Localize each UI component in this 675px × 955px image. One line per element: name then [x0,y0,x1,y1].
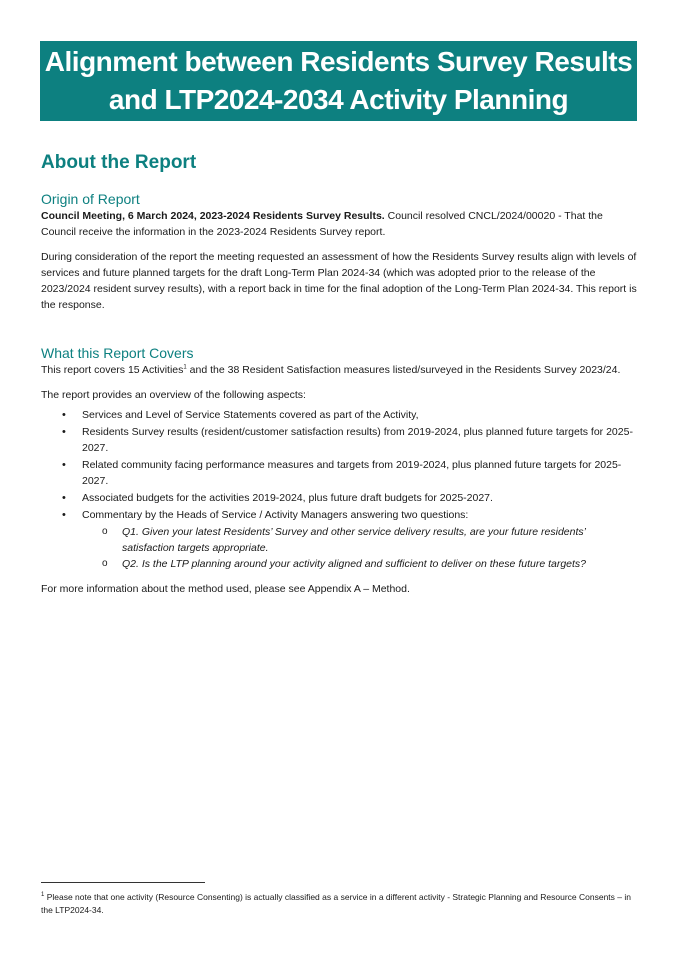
footnote-divider [41,882,205,883]
list-item: • Associated budgets for the activities 2019-2024, plus future draft budgets for 2025-2027. [41,490,637,506]
title-line-2: and LTP2024-2034 Activity Planning [108,84,569,115]
question-2: o Q2. Is the LTP planning around your activity aligned and sufficient to deliver on these future targets? [82,556,637,572]
covers-intro [41,362,637,378]
aspects-list [41,407,637,572]
overview-intro: The report provides an overview of the following aspects: [41,389,306,401]
about-heading: About the Report [41,152,197,173]
title-banner [40,41,637,121]
covers-intro-text-end: and the 38 Resident Satisfaction measures listed/surveyed in the Residents Survey 2023/24. [186,364,621,376]
origin-paragraph-2: During consideration of the report the meeting requested an assessment of how the Residents Survey results align with levels of services and future planned targets for the draft Long-Term Plan 2024-34 (which was adopted prior to the release of the 2023/2024 resident survey results), with a report back in time for the final adoption of the Long-Term Plan 2024-34. This report is the response. [41,251,637,311]
method-reference: For more information about the method used, please see Appendix A – Method. [41,583,410,595]
title-line-1: Alignment between Residents Survey Results [44,46,633,77]
list-item-commentary [41,507,637,572]
report-content [41,150,637,597]
resolution-text: Council resolved CNCL/2024/00020 - That the Council receive the information in the 2023-2024 Residents Survey report. [41,210,603,238]
list-item: • Related community facing performance measures and targets from 2019-2024, plus planned future targets for 2025-2027. [41,457,637,489]
covers-heading: What this Report Covers [41,345,194,361]
footnote-marker: 1 [41,892,45,899]
origin-heading: Origin of Report [41,191,140,207]
list-item: • Services and Level of Service Statements covered as part of the Activity, [41,407,637,423]
list-item: • Residents Survey results (resident/customer satisfaction results) from 2019-2024, plus planned future targets for 2025-2027. [41,424,637,456]
footnote [41,891,635,917]
questions-list [82,524,637,572]
commentary-text: Commentary by the Heads of Service / Activity Managers answering two questions: [82,509,469,521]
question-1: o Q1. Given your latest Residents’ Survey and other service delivery results, are your future residents’ satisfaction targets appropriate. [82,524,637,556]
origin-paragraph-1 [41,208,637,240]
footnote-reference[interactable]: 1 [183,364,187,371]
footnote-text: Please note that one activity (Resource Consenting) is actually classified as a service in a different activity - Strategic Planning and Resource Consents – in the LTP2024-34. [41,892,631,915]
covers-intro-text: This report covers 15 Activities [41,364,184,376]
meeting-reference: Council Meeting, 6 March 2024, 2023-2024 Residents Survey Results. [41,210,385,222]
